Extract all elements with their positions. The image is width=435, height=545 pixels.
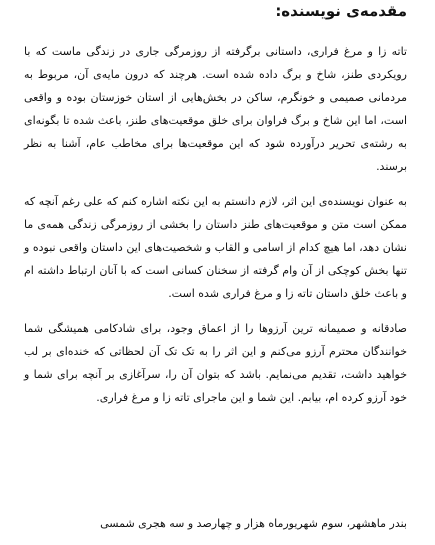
author-preface-heading: مقدمه‌ی نویسنده: <box>275 2 407 20</box>
preface-paragraph-1: تاته زا و مرغ فراری، داستانی برگرفته از روزمرگی جاری در زندگی ماست که با رویکردی طنز، شاخ و برگ داده شده است. هرچند که درون مایه‌ی آن، مربوط به مردمانی صمیمی و خونگرم، ساکن در بخش‌هایی از استان خوزستان بوده و واقعی است، اما این شاخ و برگ فراوان برای خلق موقعیت‌های طنز، باعث شده تا بگونه‌ای به رشته‌ی تحریر درآورده شود که این موقعیت‌ها برای مخاطب عام، آشنا به نظر برسند. <box>24 45 407 173</box>
place-date-signature: بندر ماهشهر، سوم شهریورماه هزار و چهارصد و سه هجری شمسی <box>100 517 407 530</box>
preface-paragraph-2: به عنوان نویسنده‌ی این اثر، لازم دانستم به این نکته اشاره کنم که علی رغم آنچه که ممکن است متن و موقعیت‌های طنز داستان را بخشی از روزمرگی زندگی همه‌ی ما نشان دهد، اما هیچ کدام از اسامی و القاب و شخصیت‌های این داستان واقعی نبوده و تنها بخش کوچکی از آن وام گرفته از سخنان کسانی است که با آنان ارتباط داشته ام و باعث خلق داستان تاته زا و مرغ فراری شده است. <box>24 195 407 300</box>
preface-body <box>24 40 407 421</box>
preface-paragraph-3: صادقانه و صمیمانه ترین آرزوها را از اعماق وجود، برای شادکامی همیشگی شما خوانندگان محترم آرزو می‌کنم و این اثر را به تک تک آن لحظاتی که خنده‌ای بر لب خواهید داشت، تقدیم می‌نمایم. باشد که بتوان آن را، سرآغازی بر آنچه برای شما و خود آرزو کرده ام، بیابم. این شما و این ماجرای تاته زا و مرغ فراری. <box>24 322 407 404</box>
